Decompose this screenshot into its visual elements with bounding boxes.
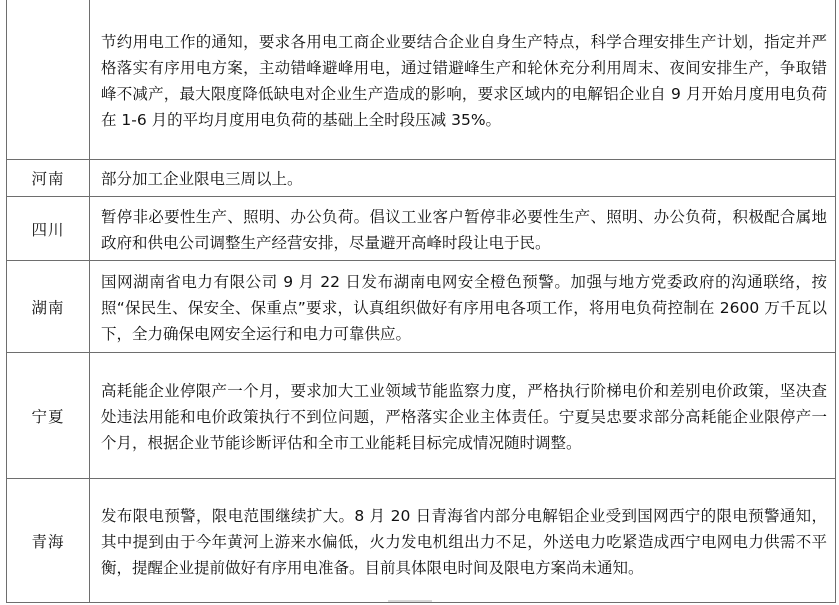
region-cell: 河南 <box>7 160 90 197</box>
table-row <box>7 479 836 603</box>
measure-cell: 高耗能企业停限产一个月，要求加大工业领域节能监察力度，严格执行阶梯电价和差别电价政策，坚决查处违法用能和电价政策执行不到位问题，严格落实企业主体责任。宁夏吴忠要求部分高耗能企业限停产一个月，根据企业节能诊断评估和全市工业能耗目标完成情况随时调整。 <box>90 353 836 479</box>
table-row <box>7 160 836 197</box>
measure-cell: 暂停非必要性生产、照明、办公负荷。倡议工业客户暂停非必要性生产、照明、办公负荷，积极配合属地政府和供电公司调整生产经营安排，尽量避开高峰时段让电于民。 <box>90 197 836 261</box>
power-restriction-table <box>6 0 836 603</box>
measure-cell: 节约用电工作的通知，要求各用电工商企业要结合企业自身生产特点，科学合理安排生产计划，指定并严格落实有序用电方案，主动错峰避峰用电，通过错避峰生产和轮休充分利用周末、夜间安排生产，争取错峰不减产，最大限度降低缺电对企业生产造成的影响，要求区域内的电解铝企业自 9 月开始月度用电负荷在 1-6 月的平均月度用电负荷的基础上全时段压减 35%。 <box>90 0 836 160</box>
table-row <box>7 353 836 479</box>
table-row <box>7 261 836 353</box>
region-cell: 四川 <box>7 197 90 261</box>
region-cell <box>7 0 90 160</box>
measure-cell: 国网湖南省电力有限公司 9 月 22 日发布湖南电网安全橙色预警。加强与地方党委政府的沟通联络，按照“保民生、保安全、保重点”要求，认真组织做好有序用电各项工作，将用电负荷控制在 2600 万千瓦以下，全力确保电网安全运行和电力可靠供应。 <box>90 261 836 353</box>
region-cell: 宁夏 <box>7 353 90 479</box>
table-row <box>7 197 836 261</box>
page-footer-rule <box>388 600 432 602</box>
table-row <box>7 0 836 160</box>
region-cell: 湖南 <box>7 261 90 353</box>
measure-cell: 部分加工企业限电三周以上。 <box>90 160 836 197</box>
region-cell: 青海 <box>7 479 90 603</box>
measure-cell: 发布限电预警，限电范围继续扩大。8 月 20 日青海省内部分电解铝企业受到国网西宁的限电预警通知，其中提到由于今年黄河上游来水偏低，火力发电机组出力不足，外送电力吃紧造成西宁电网电力供需不平衡，提醒企业提前做好有序用电准备。目前具体限电时间及限电方案尚未通知。 <box>90 479 836 603</box>
